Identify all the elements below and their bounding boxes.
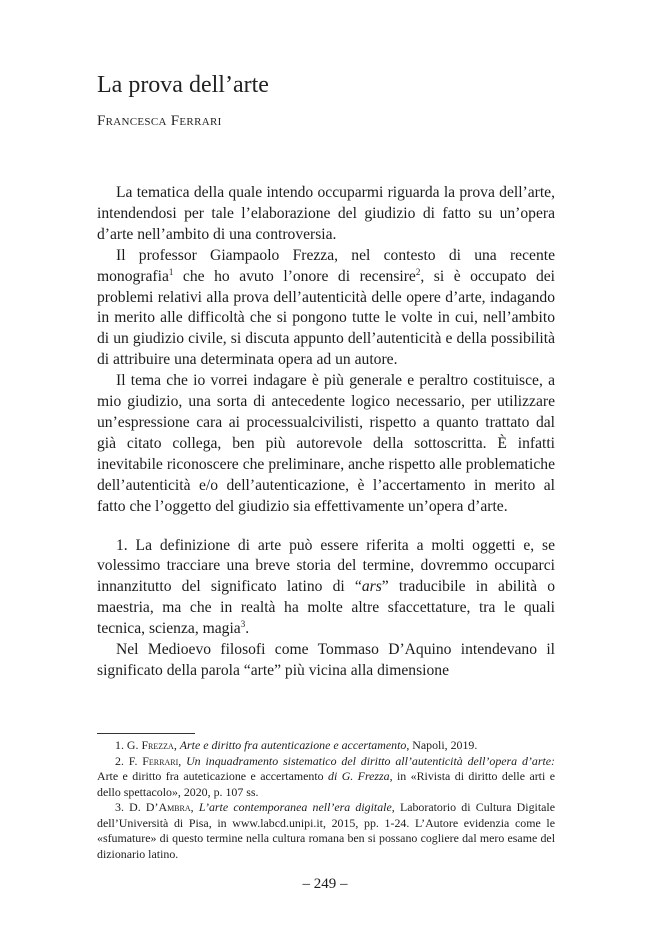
footnote-3-rest: , Laboratorio di Cultura Digitale dell’Università di Pisa, in www.labcd.unipi.it, 2015, pp. 1-24. L’Autore evidenzia come le «sfumature» di questo termine nella cultura romana ben si possano cogliere dal mero esame del dizionario latino. <box>97 800 555 861</box>
page-number: – 249 – <box>302 876 348 892</box>
footnote-2-mid: Arte e diritto fra auteticazione e accertamento <box>97 769 329 783</box>
paragraph-4-part-a: 1. La definizione di arte può essere riferita a molti oggetti e, se volessimo tracciare una breve storia del termine, dovremmo occuparci innanzitutto del significato latino di “ <box>97 536 555 596</box>
paragraph-4-latin-term: ars <box>361 578 382 596</box>
paragraph-3: Il tema che io vorrei indagare è più generale e peraltro costituisce, a mio giudizio, una sorta di antecedente logico necessario, per utilizzare un’espressione cara ai processualcivilisti, rispetto a quanto trattato dal già citato collega, ben più autorevole della sottoscritta. È infatti inevitabile riconoscere che preliminare, anche rispetto alle problematiche dell’autenticità e/o dell’autenticazione, è l’accertamento in merito al fatto che l’oggetto del giudizio sia effettivamente un’opera d’arte. <box>97 372 555 515</box>
footnote-divider <box>97 733 195 734</box>
footnote-2-number: 2. F. <box>115 753 138 768</box>
footnote-3-title: L’arte contemporanea nell’era digitale <box>198 800 392 814</box>
paragraph-5: Nel Medioevo filosofi come Tommaso D’Aquino intendevano il significato della parola “arte” più vicina alla dimensione <box>97 641 555 679</box>
footnote-1: 1. G. Frezza, Arte e diritto fra autenticazione e accertamento, Napoli, 2019. <box>115 738 478 752</box>
footnote-2-author: Ferrari <box>142 753 179 768</box>
paragraph-4 <box>97 536 555 641</box>
footnote-3-number: 3. D. D’ <box>115 800 159 814</box>
paragraph-2-part-c: , si è occupato dei problemi relativi alla prova dell’autenticità delle opere d’arte, indagando in merito alle difficoltà che si pongono tutte le volte in cui, nell’ambito di un giudizio civile, si discuta appunto dell’autenticità e della possibilità di attribuire una determinata opera ad un autore. <box>97 267 555 369</box>
footnote-ref-3: 3 <box>240 619 246 630</box>
body-text <box>97 183 555 682</box>
paragraph-4-part-b: ” traducibile in abilità o maestria, ma che in realtà ha molte altre sfaccettature, tra le quali tecnica, scienza, magia <box>97 578 556 638</box>
paragraph-4-part-c: . <box>245 620 250 638</box>
footnote-3-author: Ambra <box>158 800 191 814</box>
footnote-3: 3. D. D’Ambra, L’arte contemporanea nell’era digitale, Laboratorio di Cultura Digitale dell’Università di Pisa, in www.labcd.unipi.it, 2015, pp. 1-24. L’Autore evidenzia come le «sfumature» di questo termine nella cultura romana ben si possano cogliere dal mero esame del dizionario latino. <box>97 800 555 861</box>
footnote-1-author: Frezza <box>141 738 174 752</box>
chapter-author: Francesca Ferrari <box>97 113 222 129</box>
footnote-ref-1: 1 <box>168 266 174 277</box>
footnote-2-rest: , in «Rivista di diritto delle arti e dello spettacolo», 2020, p. 107 ss. <box>97 769 555 799</box>
footnote-ref-2: 2 <box>415 266 421 277</box>
footnote-1-rest: , Napoli, 2019. <box>406 738 478 752</box>
paragraph-2-part-b: che ho avuto l’onore di recensire <box>173 267 416 285</box>
paragraph-2 <box>97 246 555 371</box>
footnote-2-title: Un inquadramento sistematico del diritto all’autenticità dell’opera d’arte: <box>186 753 555 768</box>
footnote-2: 2. F. Ferrari, Un inquadramento sistematico del diritto all’autenticità dell’opera d’arte: Arte e diritto fra auteticazione e accertamento di G. Frezza, in «Rivista di diritto delle arti e dello spettacolo», 2020, p. 107 ss. <box>97 753 555 799</box>
footnote-1-number: 1. G. <box>115 738 139 752</box>
footnote-2-reviewed-by: di G. Frezza <box>328 769 390 783</box>
paragraph-2-part-a: Il professor Giampaolo Frezza, nel contesto di una recente monografia <box>97 246 555 285</box>
footnotes <box>97 738 555 862</box>
paragraph-1: La tematica della quale intendo occuparmi riguarda la prova dell’arte, intendendosi per tale l’elaborazione del giudizio di fatto su un’opera d’arte nell’ambito di una controversia. <box>97 184 555 243</box>
chapter-title: La prova dell’arte <box>97 72 269 98</box>
footnote-1-title: Arte e diritto fra autenticazione e accertamento <box>179 738 407 752</box>
